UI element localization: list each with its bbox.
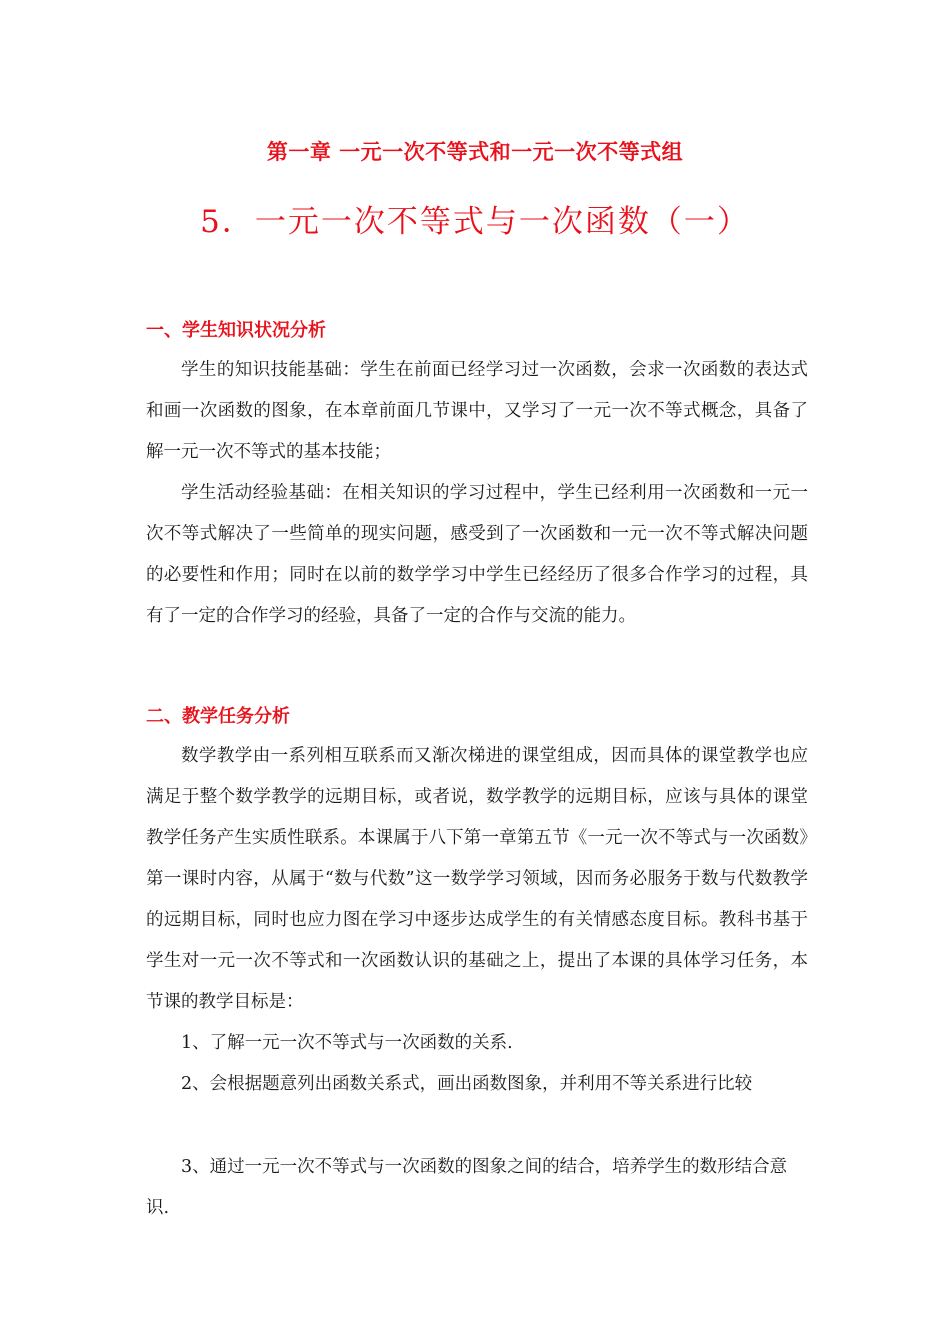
chapter-title: 第一章 一元一次不等式和一元一次不等式组	[266, 139, 684, 164]
goal-item: 2、会根据题意列出函数关系式，画出函数图象，并利用不等关系进行比较	[181, 1074, 753, 1094]
spacer	[0, 1105, 950, 1147]
section-heading: 一、学生知识状况分析	[146, 320, 326, 341]
goal-item: 3、通过一元一次不等式与一次函数的图象之间的结合，培养学生的数形结合意识.	[146, 1157, 788, 1218]
section-student-analysis	[0, 318, 950, 637]
section-heading: 二、教学任务分析	[146, 706, 290, 727]
lesson-title: 5．一元一次不等式与一次函数（一）	[200, 204, 750, 240]
paragraph: 学生活动经验基础：在相关知识的学习过程中，学生已经利用一次函数和一元一次不等式解决了一些简单的现实问题，感受到了一次函数和一元一次不等式解决问题的必要性和作用；同时在以前的数学学习中学生已经经历了很多合作学习的过程，具有了一定的合作学习的经验，具备了一定的合作与交流的能力。	[146, 483, 808, 626]
section-task-analysis	[0, 704, 950, 1229]
paragraph: 数学教学由一系列相互联系而又渐次梯进的课堂组成，因而具体的课堂教学也应满足于整个数学教学的远期目标，或者说，数学教学的远期目标，应该与具体的课堂教学任务产生实质性联系。本课属于八下第一章第五节《一元一次不等式与一次函数》第一课时内容，从属于“数与代数”这一数学学习领域，因而务必服务于数与代数教学的远期目标，同时也应力图在学习中逐步达成学生的有关情感态度目标。教科书基于学生对一元一次不等式和一次函数认识的基础之上，提出了本课的具体学习任务，本节课的教学目标是：	[146, 746, 808, 1012]
paragraph: 学生的知识技能基础：学生在前面已经学习过一次函数，会求一次函数的表达式和画一次函数的图象，在本章前面几节课中，又学习了一元一次不等式概念，具备了解一元一次不等式的基本技能；	[146, 360, 808, 462]
goal-item: 1、了解一元一次不等式与一次函数的关系.	[181, 1033, 513, 1053]
